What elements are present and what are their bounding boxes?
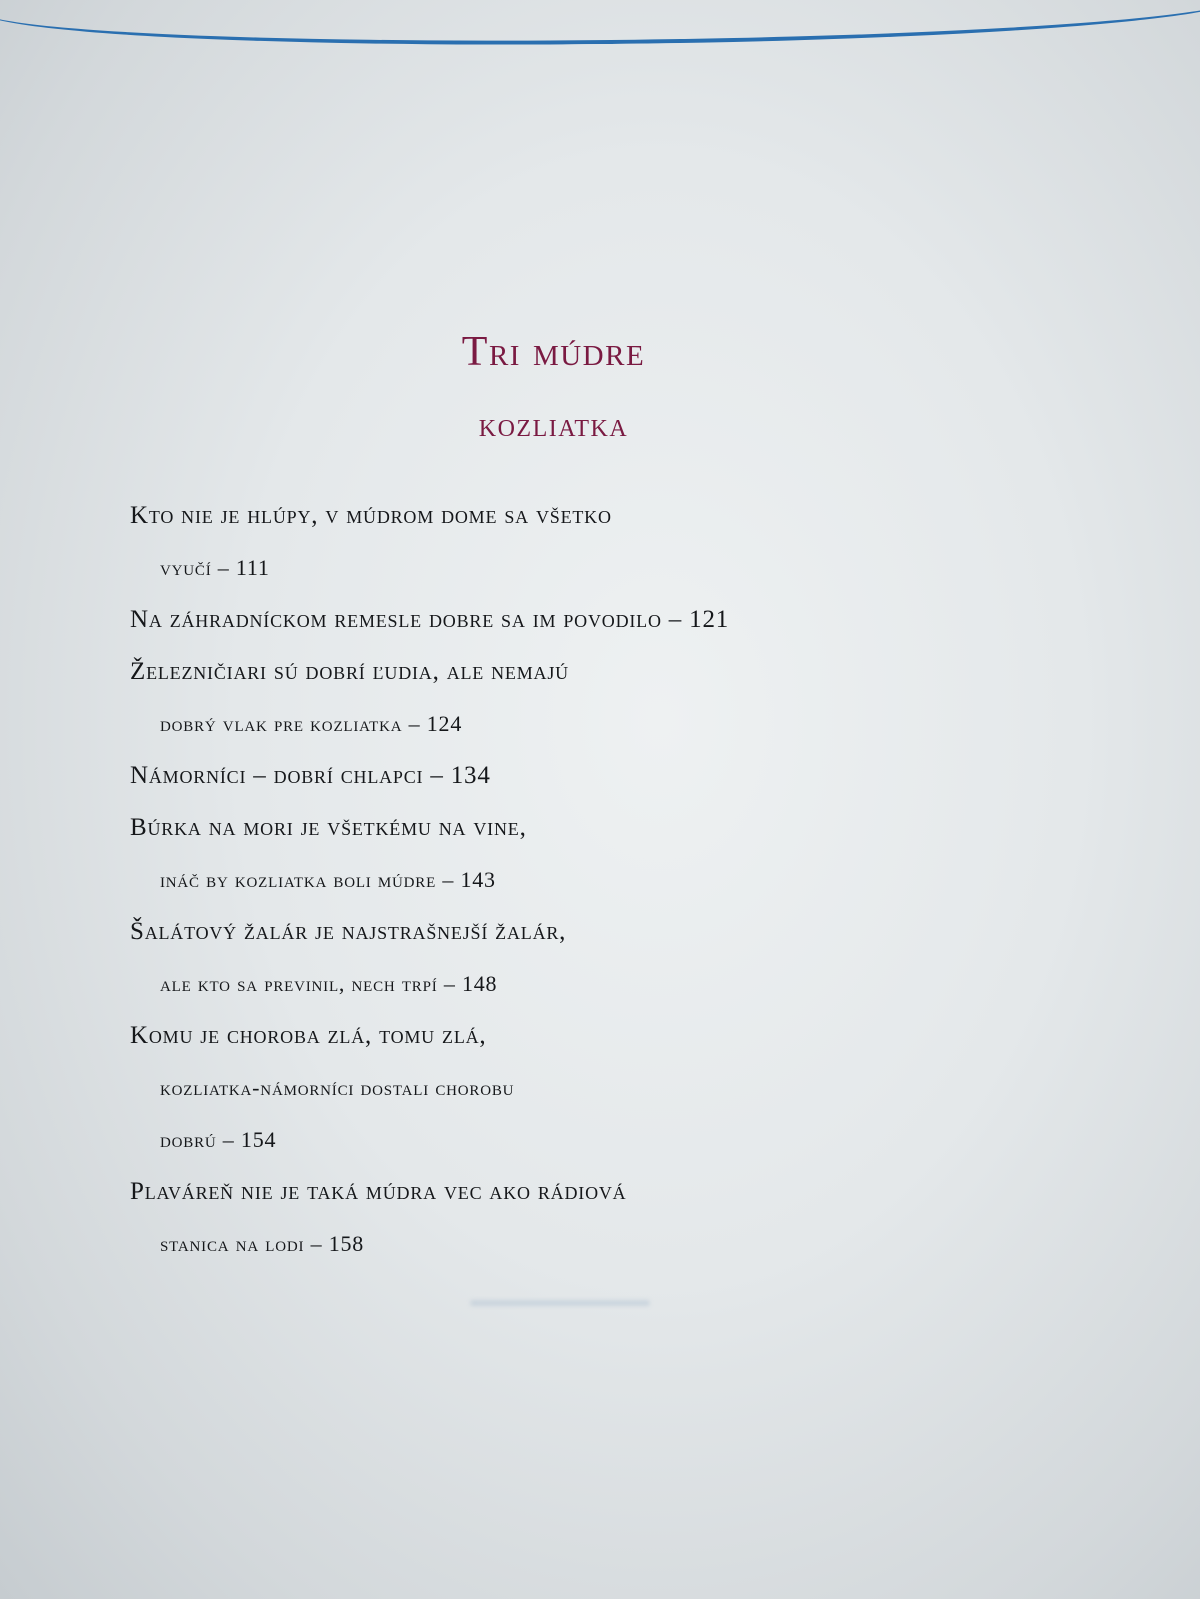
toc-entry-title: Búrka na mori je všetkému na vine,: [130, 814, 527, 841]
toc-entry-title: Šalátový žalár je najstrašnejší žalár,: [130, 918, 567, 945]
toc-entry-continuation: ináč by kozliatka boli múdre – 143: [160, 867, 496, 892]
toc-entry-title: Námorníci – dobrí chlapci – 134: [130, 762, 491, 789]
toc-entry: [130, 1010, 1030, 1166]
toc-entry-title: Kto nie je hlúpy, v múdrom dome sa všetko: [130, 502, 612, 529]
toc-entry-title: Na záhradníckom remesle dobre sa im povodilo – 121: [130, 606, 730, 633]
toc-entry: [130, 490, 1030, 594]
toc-entry-continuation: vyučí – 111: [160, 555, 270, 580]
toc-entry-title: Železničiari sú dobrí ľudia, ale nemajú: [130, 658, 569, 685]
toc-entry-continuation: ale kto sa previnil, nech trpí – 148: [160, 971, 498, 996]
chapter-title: [0, 325, 1107, 451]
toc-entry: [130, 646, 1030, 750]
toc-entry-continuation: kozliatka-námorníci dostali chorobu: [160, 1075, 515, 1100]
toc-entry-continuation: stanica na lodi – 158: [160, 1231, 365, 1256]
chapter-title-line-2: kozliatka: [478, 407, 629, 444]
toc-entry: [130, 906, 1030, 1010]
toc-entry: [130, 750, 1030, 802]
chapter-title-line-1: Tri múdre: [461, 329, 646, 375]
toc-entry-continuation: dobrý vlak pre kozliatka – 124: [160, 711, 463, 736]
toc-entry-continuation: dobrú – 154: [160, 1127, 277, 1152]
toc-entry: [130, 1166, 1030, 1270]
toc-entry: [130, 594, 1030, 646]
toc-entry-title: Komu je choroba zlá, tomu zlá,: [130, 1022, 487, 1049]
toc-entry-title: Plaváreň nie je taká múdra vec ako rádiová: [130, 1178, 627, 1205]
toc-entry: [130, 802, 1030, 906]
ink-smudge: [470, 1300, 650, 1306]
table-of-contents: [130, 490, 1030, 1270]
